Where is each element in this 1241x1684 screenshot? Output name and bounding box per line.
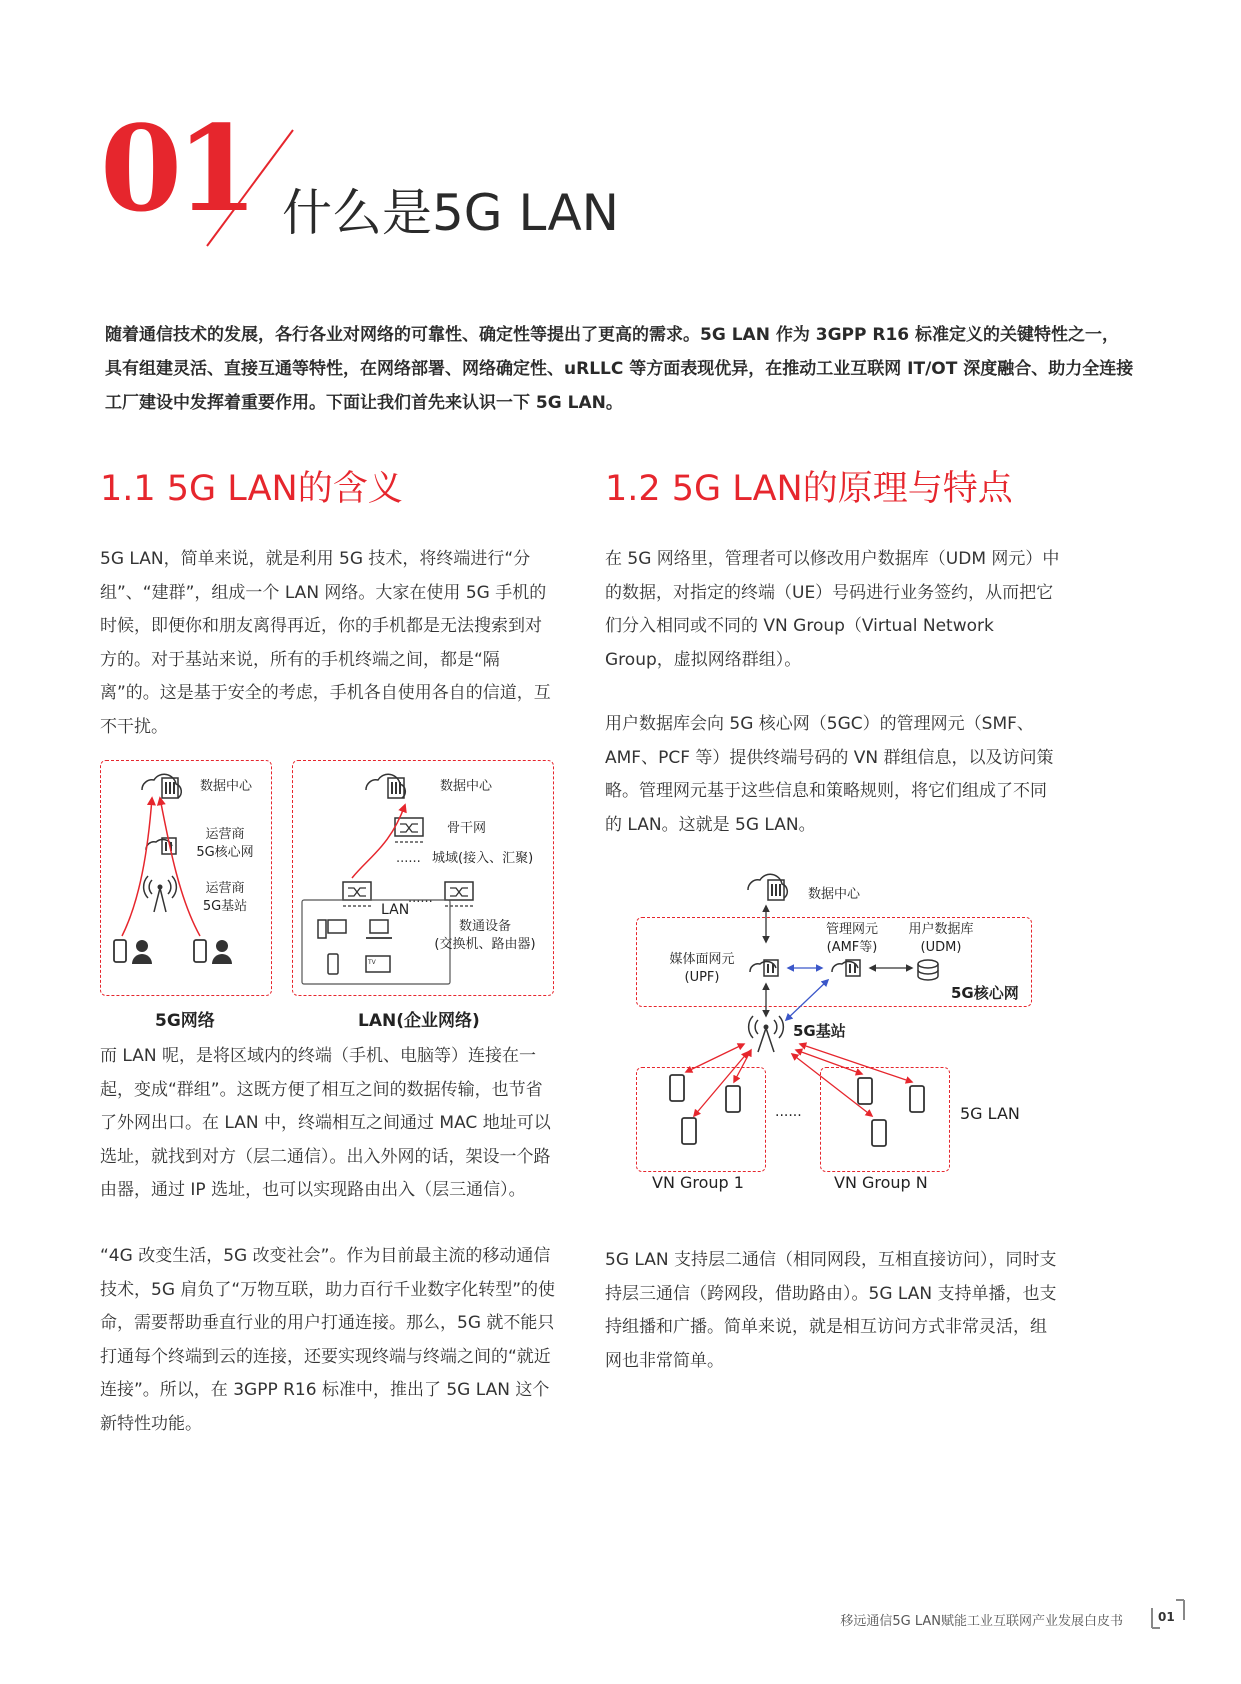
datacenter-icon-2 bbox=[366, 774, 405, 798]
vn-group-1-phones bbox=[670, 1075, 740, 1144]
diagram1-caption-5g: 5G网络 bbox=[155, 1011, 215, 1031]
svg-text:......: ...... bbox=[396, 851, 421, 866]
datacenter-icon-3 bbox=[748, 874, 787, 900]
datacenter-icon bbox=[142, 774, 181, 798]
page-number: 01 bbox=[1158, 1610, 1175, 1624]
section-1-title: 1.1 5G LAN的含义 bbox=[100, 469, 403, 509]
diagram1-lan-label: LAN bbox=[381, 902, 410, 918]
vn-group-n-phones bbox=[858, 1078, 924, 1146]
diagram1-right-datacenter-label: 数据中心 bbox=[440, 779, 493, 794]
diagram1-metro-label: 城域(接入、汇聚) bbox=[432, 851, 534, 866]
diagram1-datacenter-label: 数据中心 bbox=[200, 779, 253, 794]
footer-title: 移远通信5G LAN赋能工业互联网产业发展白皮书 bbox=[840, 1614, 1123, 1629]
phone-user-left bbox=[114, 940, 152, 964]
amf-icon bbox=[832, 960, 860, 976]
diagram2-lan-label: 5G LAN bbox=[960, 1104, 1020, 1123]
diagram1-backbone-label: 骨干网 bbox=[447, 821, 487, 836]
diagram2-udm-label: 用户数据库 (UDM) bbox=[908, 922, 974, 955]
diagram2-core-label: 5G核心网 bbox=[951, 984, 1019, 1002]
upf-icon bbox=[750, 960, 778, 976]
diagram2-amf-label: 管理网元 (AMF等) bbox=[825, 922, 878, 955]
diagram1-base-label: 运营商 5G基站 bbox=[202, 881, 248, 914]
section-1-para-2: 而 LAN 呢，是将区域内的终端（手机、电脑等）连接在一起，变成“群组”。这既方便了相互之间的数据传输，也节省了外网出口。在 LAN 中，终端相互之间通过 MAC 地址可以选址，就找到对方（层二通信）。出入外网的话，架设一个路由器，通过 IP 选址，也可以实现路由出入（层三通信）。 bbox=[100, 1046, 551, 1200]
diagram1-caption-lan: LAN(企业网络) bbox=[358, 1011, 480, 1031]
section-2-para-2: 用户数据库会向 5G 核心网（5GC）的管理网元（SMF、AMF、PCF 等）提供终端号码的 VN 群组信息，以及访问策略。管理网元基于这些信息和策略规则，将它们组成了不同的 LAN。这就是 5G LAN。 bbox=[605, 714, 1054, 835]
section-1-para-1: 5G LAN，简单来说，就是利用 5G 技术，将终端进行“分组”、“建群”，组成一个 LAN 网络。大家在使用 5G 手机的时候，即便你和朋友离得再近，你的手机都是无法搜索到对方的。对于基站来说，所有的手机终端之间，都是“隔离”的。这是基于安全的考虑，手机各自使用各自的信道，互不干扰。 bbox=[100, 549, 551, 737]
diagram2-upf-label: 媒体面网元 (UPF) bbox=[669, 952, 735, 985]
lan-devices bbox=[318, 920, 392, 974]
diagram-2-graphics bbox=[636, 860, 1036, 1180]
svg-text:......: ...... bbox=[408, 891, 433, 906]
chapter-number: 01 bbox=[100, 99, 253, 238]
base-station-icon bbox=[144, 876, 177, 912]
diagram2-base-label: 5G基站 bbox=[793, 1022, 846, 1040]
diagram2-dots: ...... bbox=[775, 1104, 802, 1120]
diagram-1-graphics bbox=[100, 760, 556, 1000]
section-2-para-3: 5G LAN 支持层二通信（相同网段，互相直接访问），同时支持层三通信（跨网段，借助路由）。5G LAN 支持单播，也支持组播和广播。简单来说，就是相互访问方式非常灵活，组网也非常简单。 bbox=[605, 1250, 1057, 1371]
backbone-router-icon bbox=[395, 818, 423, 842]
svg-text:TV: TV bbox=[368, 959, 376, 966]
section-2-title: 1.2 5G LAN的原理与特点 bbox=[605, 469, 1013, 509]
diagram2-datacenter-label: 数据中心 bbox=[808, 887, 861, 902]
diagram2-group-1-label: VN Group 1 bbox=[652, 1173, 744, 1192]
diagram1-devices-label: 数通设备 (交换机、路由器) bbox=[434, 919, 536, 952]
chapter-title: 什么是5G LAN bbox=[282, 184, 620, 242]
switch-icon-right bbox=[445, 882, 473, 906]
switch-icon-left bbox=[343, 882, 371, 906]
udm-database-icon bbox=[918, 960, 938, 980]
intro-paragraph: 随着通信技术的发展，各行各业对网络的可靠性、确定性等提出了更高的需求。5G LAN 作为 3GPP R16 标准定义的关键特性之一，具有组建灵活、直接互通等特性，在网络部署、网络确定性、uRLLC 等方面表现优异，在推动工业互联网 IT/OT 深度融合、助力全连接工厂建设中发挥着重要作用。下面让我们首先来认识一下 5G LAN。 bbox=[105, 325, 1134, 413]
phone-user-right bbox=[194, 940, 232, 964]
base-station-icon-2 bbox=[749, 1016, 784, 1052]
section-2-para-1: 在 5G 网络里，管理者可以修改用户数据库（UDM 网元）中的数据，对指定的终端（UE）号码进行业务签约，从而把它们分入相同或不同的 VN Group（Virtual Network Group，虚拟网络群组）。 bbox=[605, 549, 1060, 670]
diagram1-core-label: 运营商 5G核心网 bbox=[196, 827, 254, 860]
diagram2-group-n-label: VN Group N bbox=[834, 1173, 928, 1192]
section-1-para-3: “4G 改变生活，5G 改变社会”。作为目前最主流的移动通信技术，5G 肩负了“万物互联，助力百行千业数字化转型”的使命，需要帮助垂直行业的用户打通连接。那么，5G 就不能只打通每个终端到云的连接，还要实现终端与终端之间的“就近连接”。所以，在 3GPP R16 标准中，推出了 5G LAN 这个新特性功能。 bbox=[100, 1246, 556, 1434]
